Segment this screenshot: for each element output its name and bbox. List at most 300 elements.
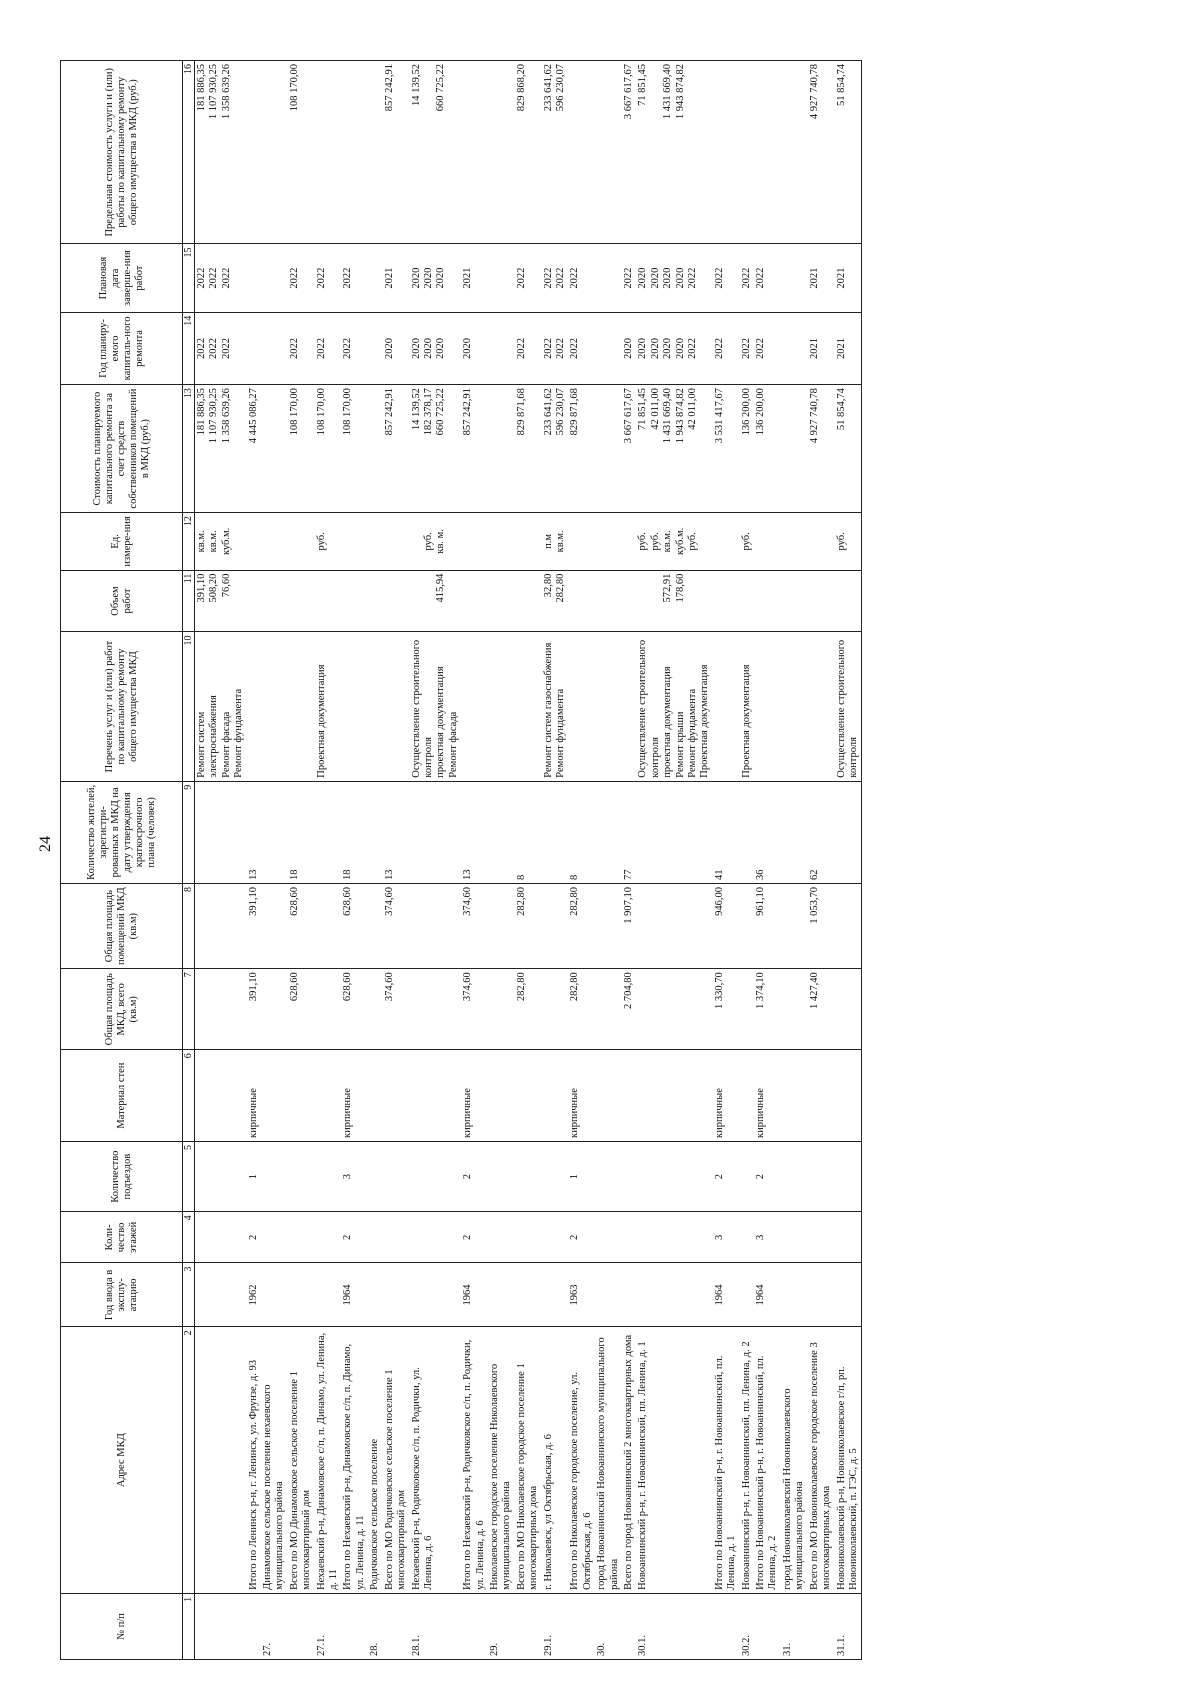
cost-cell — [595, 385, 622, 513]
unit-cell-line: кв.м. — [208, 530, 220, 553]
repair-year-cell — [410, 312, 462, 384]
completion-date-cell-line: 2021 — [808, 267, 820, 289]
wall-material-cell — [488, 1050, 515, 1142]
cost-cell — [515, 385, 542, 513]
premises-area-cell: 628,60 — [341, 884, 368, 969]
cost-cell — [781, 385, 808, 513]
year-cell — [515, 1263, 542, 1327]
entrances-cell — [410, 1141, 462, 1211]
premises-area-cell: 1 053,70 — [808, 884, 835, 969]
works-cell-line: Осуществление строительного контроля — [637, 639, 661, 778]
repair-year-cell — [636, 312, 712, 384]
completion-date-cell-line: 2022 — [623, 267, 634, 289]
address-cell: Итого по Николаевское городское поселение, ул. Октябрьская, д. 6 — [568, 1327, 595, 1594]
cost-cell — [754, 385, 781, 513]
repair-year-cell — [461, 312, 488, 384]
completion-date-cell-line: 2022 — [755, 267, 767, 289]
works-cell — [461, 632, 488, 781]
completion-date-cell-line: 2022 — [554, 267, 566, 289]
volume-cell — [488, 570, 515, 632]
works-cell — [835, 632, 862, 781]
entrances-cell — [808, 1141, 835, 1211]
unit-cell-line: куб.м. — [674, 527, 686, 556]
completion-date-cell — [383, 244, 410, 312]
column-number: 1 — [183, 1593, 195, 1659]
residents-cell: 8 — [515, 781, 542, 883]
residents-cell — [195, 781, 247, 883]
volume-cell-line: 508,20 — [208, 573, 220, 603]
column-header: Материал стен — [61, 1050, 183, 1142]
completion-date-cell — [713, 244, 740, 312]
repair-year-cell-line: 2022 — [713, 337, 725, 359]
wall-material-cell — [740, 1050, 754, 1142]
row-number — [808, 1593, 835, 1659]
limit-cost-cell-line: 108 170,00 — [288, 64, 300, 112]
total-area-cell — [261, 969, 288, 1050]
completion-date-cell-line: 2020 — [410, 267, 422, 289]
column-number-row — [183, 61, 195, 1660]
completion-date-cell — [636, 244, 712, 312]
works-cell — [247, 632, 261, 781]
cost-cell-line: 1 943 874,82 — [674, 388, 686, 444]
entrances-cell — [383, 1141, 410, 1211]
unit-cell-line: руб. — [637, 532, 649, 551]
table-row — [622, 61, 636, 1660]
cost-cell — [261, 385, 288, 513]
volume-cell-line — [650, 574, 662, 629]
floors-cell — [261, 1212, 288, 1263]
row-number: 30. — [595, 1593, 622, 1659]
table-row — [808, 61, 835, 1660]
total-area-cell: 2 704,80 — [622, 969, 636, 1050]
floors-cell: 2 — [461, 1212, 488, 1263]
volume-cell — [515, 570, 542, 632]
cost-cell-line: 829 871,68 — [569, 388, 581, 436]
year-cell — [740, 1263, 754, 1327]
completion-date-cell-line: 2021 — [383, 267, 395, 289]
works-cell — [488, 632, 515, 781]
premises-area-cell — [740, 884, 754, 969]
row-number — [461, 1593, 488, 1659]
floors-cell — [595, 1212, 622, 1263]
unit-cell — [488, 513, 515, 571]
year-cell — [383, 1263, 410, 1327]
column-number: 15 — [183, 244, 195, 312]
works-cell — [622, 632, 636, 781]
wall-material-cell: кирпичные — [247, 1050, 261, 1142]
volume-cell — [341, 570, 368, 632]
year-cell — [261, 1263, 288, 1327]
repair-year-cell — [713, 312, 740, 384]
cost-cell-line: 1 431 669,40 — [662, 388, 674, 444]
unit-cell — [595, 513, 622, 571]
cost-cell-line: 136 200,00 — [740, 388, 752, 436]
row-number — [195, 1593, 247, 1659]
cost-cell-line: 1 358 639,26 — [220, 388, 232, 444]
repair-year-cell — [261, 312, 288, 384]
cost-cell-line: 71 851,45 — [637, 388, 649, 431]
unit-cell — [515, 513, 542, 571]
repair-year-cell-line: 2022 — [315, 337, 327, 359]
column-number: 9 — [183, 781, 195, 883]
year-cell: 1962 — [247, 1263, 261, 1327]
wall-material-cell — [368, 1050, 382, 1142]
repair-year-cell-line: 2020 — [422, 337, 434, 359]
total-area-cell: 374,60 — [383, 969, 410, 1050]
premises-area-cell — [595, 884, 622, 969]
completion-date-cell — [595, 244, 622, 312]
repair-year-cell — [595, 312, 622, 384]
completion-date-cell — [461, 244, 488, 312]
repair-year-cell-line: 2020 — [662, 337, 674, 359]
residents-cell: 36 — [754, 781, 781, 883]
column-header: Стоимость планируемого капитального ремонта за счет средств собственников помещений в МКД (руб.) — [61, 385, 183, 513]
year-cell: 1964 — [341, 1263, 368, 1327]
row-number — [247, 1593, 261, 1659]
unit-cell-line: куб.м. — [220, 527, 232, 556]
entrances-cell — [835, 1141, 862, 1211]
column-header: Ед. измере-ния — [61, 513, 183, 571]
completion-date-cell — [247, 244, 261, 312]
limit-cost-cell — [542, 61, 569, 244]
entrances-cell: 1 — [568, 1141, 595, 1211]
column-header: Год планиру-емого капиталь-ного ремонта — [61, 312, 183, 384]
volume-cell — [288, 570, 315, 632]
table-row — [542, 61, 569, 1660]
unit-cell — [261, 513, 288, 571]
repair-year-cell-line: 2022 — [288, 337, 300, 359]
limit-cost-cell — [341, 61, 368, 244]
table-row — [195, 61, 247, 1660]
limit-cost-cell-line: 596 230,07 — [554, 64, 566, 112]
total-area-cell: 1 374,10 — [754, 969, 781, 1050]
address-cell: Итого по Новоаннинский р-н, г. Новоаннинский, пл. Ленина, д. 2 — [754, 1327, 781, 1594]
residents-cell: 13 — [383, 781, 410, 883]
table-row — [410, 61, 462, 1660]
column-number: 3 — [183, 1263, 195, 1327]
premises-area-cell — [368, 884, 382, 969]
premises-area-cell — [781, 884, 808, 969]
floors-cell — [288, 1212, 315, 1263]
completion-date-cell-line: 2022 — [542, 267, 554, 289]
unit-cell — [713, 513, 740, 571]
completion-date-cell-line: 2021 — [462, 267, 474, 289]
wall-material-cell — [595, 1050, 622, 1142]
limit-cost-cell — [713, 61, 740, 244]
entrances-cell — [368, 1141, 382, 1211]
wall-material-cell: кирпичные — [754, 1050, 781, 1142]
works-cell — [383, 632, 410, 781]
column-number: 10 — [183, 632, 195, 781]
cost-cell-line: 4 927 740,78 — [808, 388, 820, 444]
cost-cell-line: 136 200,00 — [755, 388, 767, 436]
completion-date-cell-line: 2022 — [687, 267, 699, 289]
premises-area-cell: 374,60 — [383, 884, 410, 969]
total-area-cell — [781, 969, 808, 1050]
cost-cell-line: 42 011,00 — [687, 388, 699, 430]
works-cell — [288, 632, 315, 781]
completion-date-cell-line: 2022 — [208, 267, 220, 289]
year-cell: 1964 — [461, 1263, 488, 1327]
limit-cost-cell-line: 181 886,35 — [196, 64, 207, 112]
floors-cell: 2 — [247, 1212, 261, 1263]
floors-cell — [315, 1212, 342, 1263]
repair-year-cell — [740, 312, 754, 384]
cost-cell-line: 857 242,91 — [462, 388, 474, 436]
wall-material-cell — [383, 1050, 410, 1142]
table-row — [835, 61, 862, 1660]
floors-cell: 2 — [341, 1212, 368, 1263]
limit-cost-cell — [781, 61, 808, 244]
volume-cell — [542, 570, 569, 632]
table-row — [488, 61, 515, 1660]
cost-cell — [288, 385, 315, 513]
table-row — [341, 61, 368, 1660]
residents-cell — [261, 781, 288, 883]
wall-material-cell — [835, 1050, 862, 1142]
unit-cell — [568, 513, 595, 571]
volume-cell-line: 391,10 — [196, 573, 207, 603]
premises-area-cell: 946,00 — [713, 884, 740, 969]
column-header: Плановая дата заверше-ния работ — [61, 244, 183, 312]
row-number: 31.1. — [835, 1593, 862, 1659]
wall-material-cell: кирпичные — [461, 1050, 488, 1142]
works-cell — [740, 632, 754, 781]
unit-cell — [368, 513, 382, 571]
column-number: 12 — [183, 513, 195, 571]
row-number — [568, 1593, 595, 1659]
cost-cell — [488, 385, 515, 513]
repair-year-cell-line: 2022 — [196, 337, 207, 359]
floors-cell — [740, 1212, 754, 1263]
premises-area-cell: 374,60 — [461, 884, 488, 969]
total-area-cell: 628,60 — [288, 969, 315, 1050]
table-row — [288, 61, 315, 1660]
volume-cell — [781, 570, 808, 632]
column-header: Год ввода в эксплу-атацию — [61, 1263, 183, 1327]
cost-cell-line: 660 725,22 — [435, 388, 447, 436]
wall-material-cell — [410, 1050, 462, 1142]
row-number: 31. — [781, 1593, 808, 1659]
limit-cost-cell — [488, 61, 515, 244]
cost-cell-line: 1 107 930,25 — [208, 388, 220, 444]
entrances-cell — [488, 1141, 515, 1211]
table-row — [740, 61, 754, 1660]
cost-cell-line: 829 871,68 — [515, 388, 527, 436]
works-cell-line: Ремонт фундамента — [687, 688, 699, 778]
limit-cost-cell — [383, 61, 410, 244]
cost-cell — [383, 385, 410, 513]
works-cell — [636, 632, 712, 781]
column-number: 7 — [183, 969, 195, 1050]
repair-year-cell — [488, 312, 515, 384]
completion-date-cell — [622, 244, 636, 312]
works-cell-line: Ремонт крыши — [674, 711, 686, 778]
residents-cell — [542, 781, 569, 883]
works-cell-line: Ремонт фасада — [220, 711, 232, 778]
total-area-cell: 391,10 — [247, 969, 261, 1050]
wall-material-cell: кирпичные — [713, 1050, 740, 1142]
total-area-cell: 282,80 — [568, 969, 595, 1050]
wall-material-cell — [622, 1050, 636, 1142]
repair-year-cell-line: 2020 — [383, 337, 395, 359]
residents-cell — [368, 781, 382, 883]
column-number: 2 — [183, 1327, 195, 1594]
year-cell — [488, 1263, 515, 1327]
row-number: 30.1. — [636, 1593, 712, 1659]
limit-cost-cell — [754, 61, 781, 244]
floors-cell — [622, 1212, 636, 1263]
repair-year-cell-line: 2022 — [542, 337, 554, 359]
residents-cell — [835, 781, 862, 883]
repair-year-cell-line: 2022 — [755, 337, 767, 359]
completion-date-cell-line: 2022 — [220, 267, 232, 289]
cost-cell-line: 182 378,17 — [422, 388, 434, 436]
column-number: 13 — [183, 385, 195, 513]
unit-cell — [781, 513, 808, 571]
address-cell: Новониколаевский р-н, Новониколаевское г/п, рп. Новониколаевский, п. ГЭС, д. 5 — [835, 1327, 862, 1594]
works-cell-line: Осуществление строительного контроля — [835, 639, 859, 778]
repair-year-cell — [383, 312, 410, 384]
completion-date-cell — [315, 244, 342, 312]
residents-cell — [740, 781, 754, 883]
works-cell — [368, 632, 382, 781]
repair-year-cell-line: 2022 — [554, 337, 566, 359]
table-row — [595, 61, 622, 1660]
table-row — [568, 61, 595, 1660]
limit-cost-cell — [622, 61, 636, 244]
address-cell: Итого по Ленинск р-н, г. Ленинск, ул. Фрунзе, д. 93 — [247, 1327, 261, 1594]
total-area-cell: 1 330,70 — [713, 969, 740, 1050]
completion-date-cell — [740, 244, 754, 312]
volume-cell — [383, 570, 410, 632]
address-cell: Всего по МО Динамовское сельское поселение 1 многоквартирный дом — [288, 1327, 315, 1594]
limit-cost-cell-line: 1 943 874,82 — [674, 64, 686, 120]
unit-cell — [542, 513, 569, 571]
cost-cell-line: 233 641,62 — [542, 388, 554, 436]
address-cell: Всего по МО Родичковское сельское поселение 1 многоквартирный дом — [383, 1327, 410, 1594]
completion-date-cell — [835, 244, 862, 312]
cost-cell — [622, 385, 636, 513]
unit-cell — [410, 513, 462, 571]
limit-cost-cell-line: 660 725,22 — [435, 64, 447, 112]
repair-year-cell-line: 2020 — [435, 337, 447, 359]
year-cell — [315, 1263, 342, 1327]
entrances-cell — [622, 1141, 636, 1211]
works-cell — [195, 632, 247, 781]
volume-cell-line: 76,60 — [220, 573, 232, 598]
column-header: Коли-чество этажей — [61, 1212, 183, 1263]
unit-cell-line: кв.м. — [662, 530, 674, 553]
works-cell — [410, 632, 462, 781]
volume-cell-line: 178,60 — [674, 573, 686, 603]
total-area-cell: 374,60 — [461, 969, 488, 1050]
premises-area-cell — [195, 884, 247, 969]
address-cell: Итого по Новоаннинский р-н, г. Новоаннинский, пл. Ленина, д. 1 — [713, 1327, 740, 1594]
repair-year-cell — [341, 312, 368, 384]
floors-cell — [368, 1212, 382, 1263]
repair-year-cell-line: 2022 — [687, 337, 699, 359]
year-cell: 1964 — [713, 1263, 740, 1327]
entrances-cell — [195, 1141, 247, 1211]
floors-cell — [195, 1212, 247, 1263]
total-area-cell — [195, 969, 247, 1050]
repair-year-cell-line: 2021 — [808, 337, 820, 359]
repair-year-cell-line: 2020 — [637, 337, 649, 359]
works-cell-line: Ремонт систем электроснабжения — [196, 695, 220, 778]
unit-cell-line: руб. — [649, 532, 661, 551]
repair-year-cell — [368, 312, 382, 384]
column-number: 4 — [183, 1212, 195, 1263]
premises-area-cell: 1 907,10 — [622, 884, 636, 969]
completion-date-cell-line: 2021 — [835, 267, 847, 289]
unit-cell — [461, 513, 488, 571]
repair-year-cell — [781, 312, 808, 384]
wall-material-cell — [195, 1050, 247, 1142]
column-header: Количество жителей, зарегистри-рованных в МКД на дату утверждения краткосрочного плана (человек) — [61, 781, 183, 883]
completion-date-cell — [808, 244, 835, 312]
floors-cell: 2 — [568, 1212, 595, 1263]
unit-cell-line: кв.м. — [196, 530, 207, 553]
year-cell: 1964 — [754, 1263, 781, 1327]
volume-cell-line — [423, 574, 435, 629]
volume-cell — [195, 570, 247, 632]
total-area-cell: 282,80 — [515, 969, 542, 1050]
limit-cost-cell-line: 1 358 639,26 — [220, 64, 232, 120]
total-area-cell: 1 427,40 — [808, 969, 835, 1050]
completion-date-cell-line: 2022 — [515, 267, 527, 289]
column-header: № п/п — [61, 1593, 183, 1659]
floors-cell — [835, 1212, 862, 1263]
limit-cost-cell — [808, 61, 835, 244]
cost-cell — [341, 385, 368, 513]
row-number — [515, 1593, 542, 1659]
repair-year-cell — [835, 312, 862, 384]
limit-cost-cell-line: 3 667 617,67 — [623, 64, 634, 120]
unit-cell-line — [411, 516, 423, 567]
repair-year-cell — [808, 312, 835, 384]
works-cell — [542, 632, 569, 781]
unit-cell — [383, 513, 410, 571]
limit-cost-cell — [740, 61, 754, 244]
premises-area-cell — [835, 884, 862, 969]
page-number: 24 — [37, 836, 54, 852]
wall-material-cell — [781, 1050, 808, 1142]
cost-cell — [195, 385, 247, 513]
completion-date-cell-line: 2022 — [342, 267, 354, 289]
column-number: 6 — [183, 1050, 195, 1142]
premises-area-cell: 282,80 — [568, 884, 595, 969]
completion-date-cell-line: 2020 — [422, 267, 434, 289]
repair-year-cell-line: 2022 — [342, 337, 354, 359]
limit-cost-cell — [636, 61, 712, 244]
row-number — [754, 1593, 781, 1659]
limit-cost-cell-line: 829 868,20 — [515, 64, 527, 112]
address-cell: Нехаевский р-н, Динамовское с/п, п. Динамо, ул. Ленина, д. 11 — [315, 1327, 342, 1594]
works-cell — [595, 632, 622, 781]
year-cell — [288, 1263, 315, 1327]
wall-material-cell — [636, 1050, 712, 1142]
entrances-cell — [595, 1141, 622, 1211]
cost-cell-line: 108 170,00 — [288, 388, 300, 436]
column-number: 8 — [183, 884, 195, 969]
completion-date-cell — [341, 244, 368, 312]
completion-date-cell — [195, 244, 247, 312]
floors-cell — [515, 1212, 542, 1263]
cost-cell — [315, 385, 342, 513]
limit-cost-cell-line — [650, 64, 662, 240]
unit-cell — [315, 513, 342, 571]
